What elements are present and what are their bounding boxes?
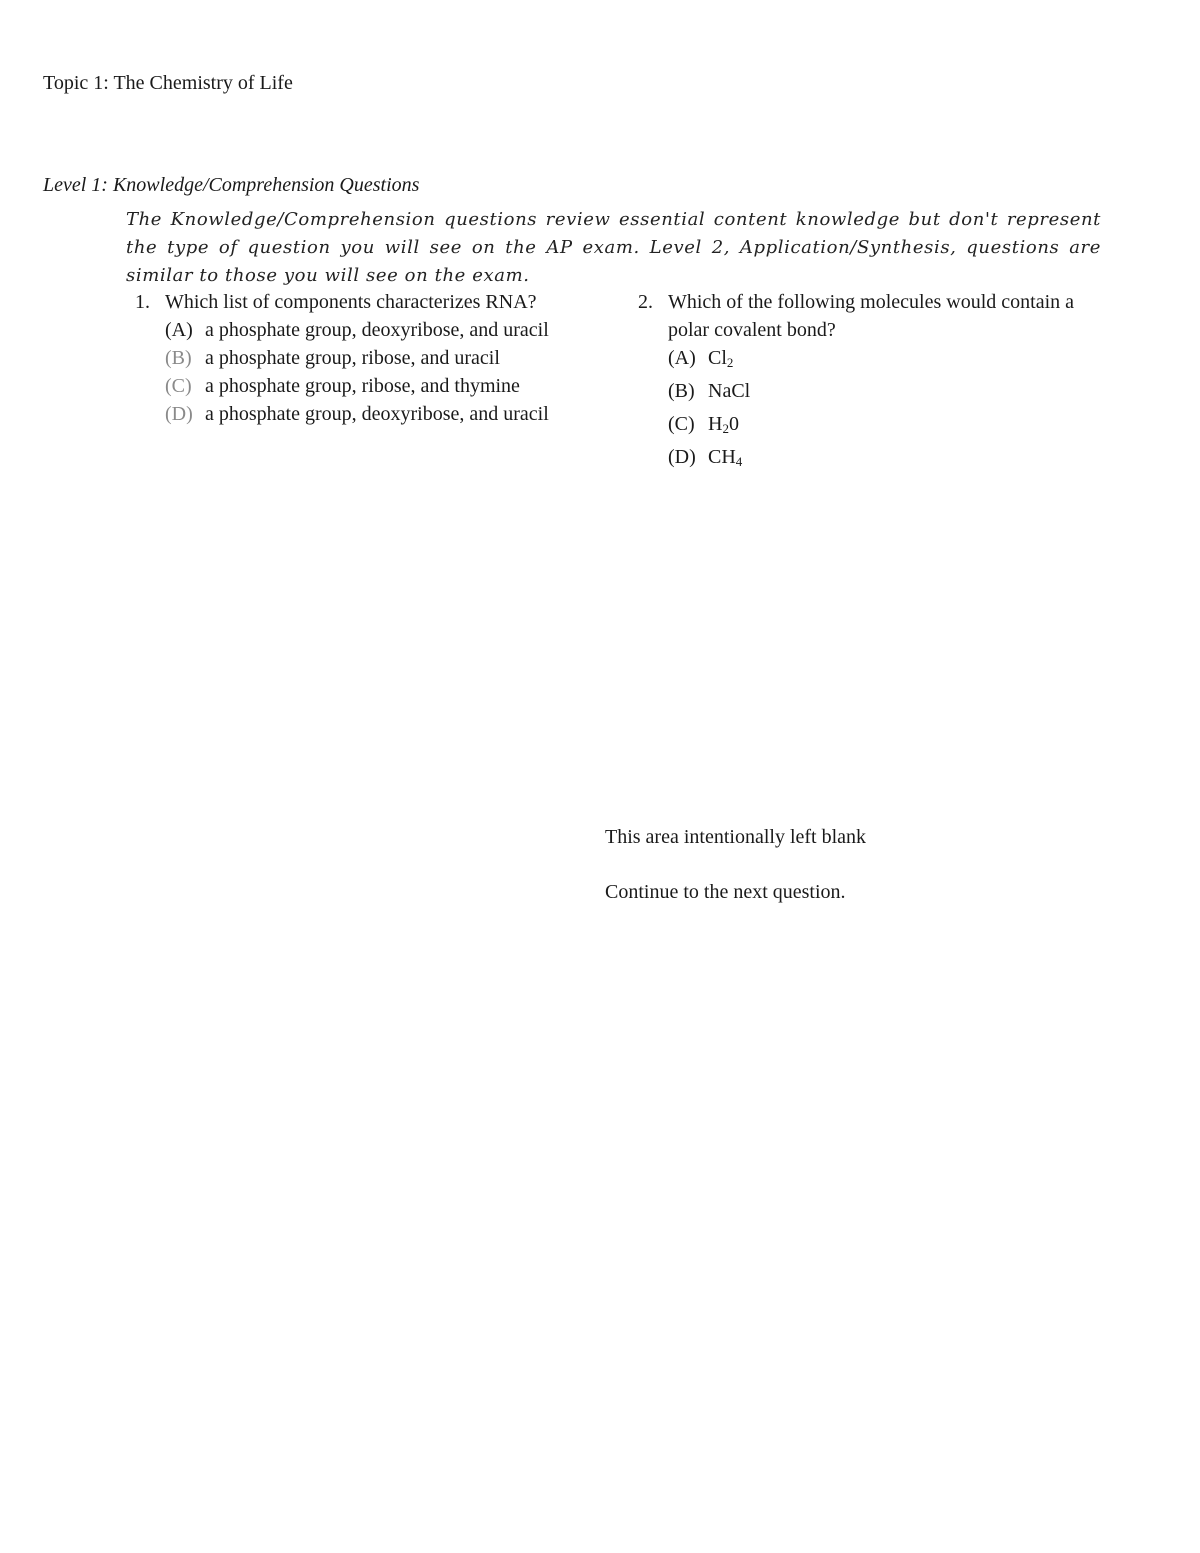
- answer-choice-a[interactable]: [668, 344, 1108, 377]
- question-number: 1.: [135, 291, 150, 313]
- formula-base: Cl: [708, 347, 727, 369]
- answer-choice-d[interactable]: [668, 443, 1108, 476]
- choice-letter: (A): [165, 319, 193, 341]
- answer-choice-d[interactable]: [165, 400, 615, 428]
- choice-text: a phosphate group, ribose, and thymine: [205, 375, 520, 397]
- answer-choice-b[interactable]: [165, 344, 615, 372]
- choice-letter: (B): [668, 380, 695, 402]
- choice-letter: (B): [165, 347, 192, 369]
- answer-choices: [638, 344, 1108, 476]
- formula-base: H: [708, 413, 723, 435]
- section-intro: The Knowledge/Comprehension questions review essential content knowledge but don't represent the type of question you will see on the AP exam. Level 2, Application/Synthesis, questions are similar to those you will see on the exam.: [126, 209, 1101, 286]
- formula-subscript: 2: [722, 421, 729, 436]
- answer-choice-a[interactable]: [165, 316, 615, 344]
- formula-tail: 0: [728, 413, 739, 435]
- blank-area-notice: This area intentionally left blank: [605, 826, 867, 848]
- question-2: [638, 288, 1108, 476]
- question-stem: [638, 288, 1108, 344]
- question-1: [135, 288, 615, 428]
- question-number: 2.: [638, 291, 653, 313]
- choice-text: a phosphate group, deoxyribose, and uracil: [205, 319, 549, 341]
- answer-choices: [135, 316, 615, 428]
- answer-choice-c[interactable]: [165, 372, 615, 400]
- chemical-formula: [708, 443, 1108, 476]
- question-text: Which list of components characterizes RNA?: [165, 291, 537, 313]
- chemical-formula: [708, 377, 1108, 410]
- question-stem: [135, 288, 615, 316]
- question-text: Which of the following molecules would contain a polar covalent bond?: [668, 291, 1075, 341]
- choice-letter: (D): [668, 446, 696, 468]
- formula-base: CH: [708, 446, 736, 468]
- answer-choice-b[interactable]: [668, 377, 1108, 410]
- chemical-formula: [708, 344, 1108, 377]
- choice-text: a phosphate group, ribose, and uracil: [205, 347, 500, 369]
- chemical-formula: [708, 410, 1108, 443]
- section-heading: Level 1: Knowledge/Comprehension Questions: [43, 174, 420, 196]
- page-title: Topic 1: The Chemistry of Life: [43, 72, 293, 94]
- formula-subscript: 4: [735, 454, 743, 469]
- choice-text: a phosphate group, deoxyribose, and uracil: [205, 403, 549, 425]
- continue-notice: Continue to the next question.: [605, 881, 846, 903]
- choice-letter: (A): [668, 347, 696, 369]
- choice-letter: (D): [165, 403, 193, 425]
- answer-choice-c[interactable]: [668, 410, 1108, 443]
- choice-letter: (C): [165, 375, 192, 397]
- formula-base: NaCl: [708, 380, 751, 402]
- formula-subscript: 2: [726, 355, 734, 370]
- choice-letter: (C): [668, 413, 695, 435]
